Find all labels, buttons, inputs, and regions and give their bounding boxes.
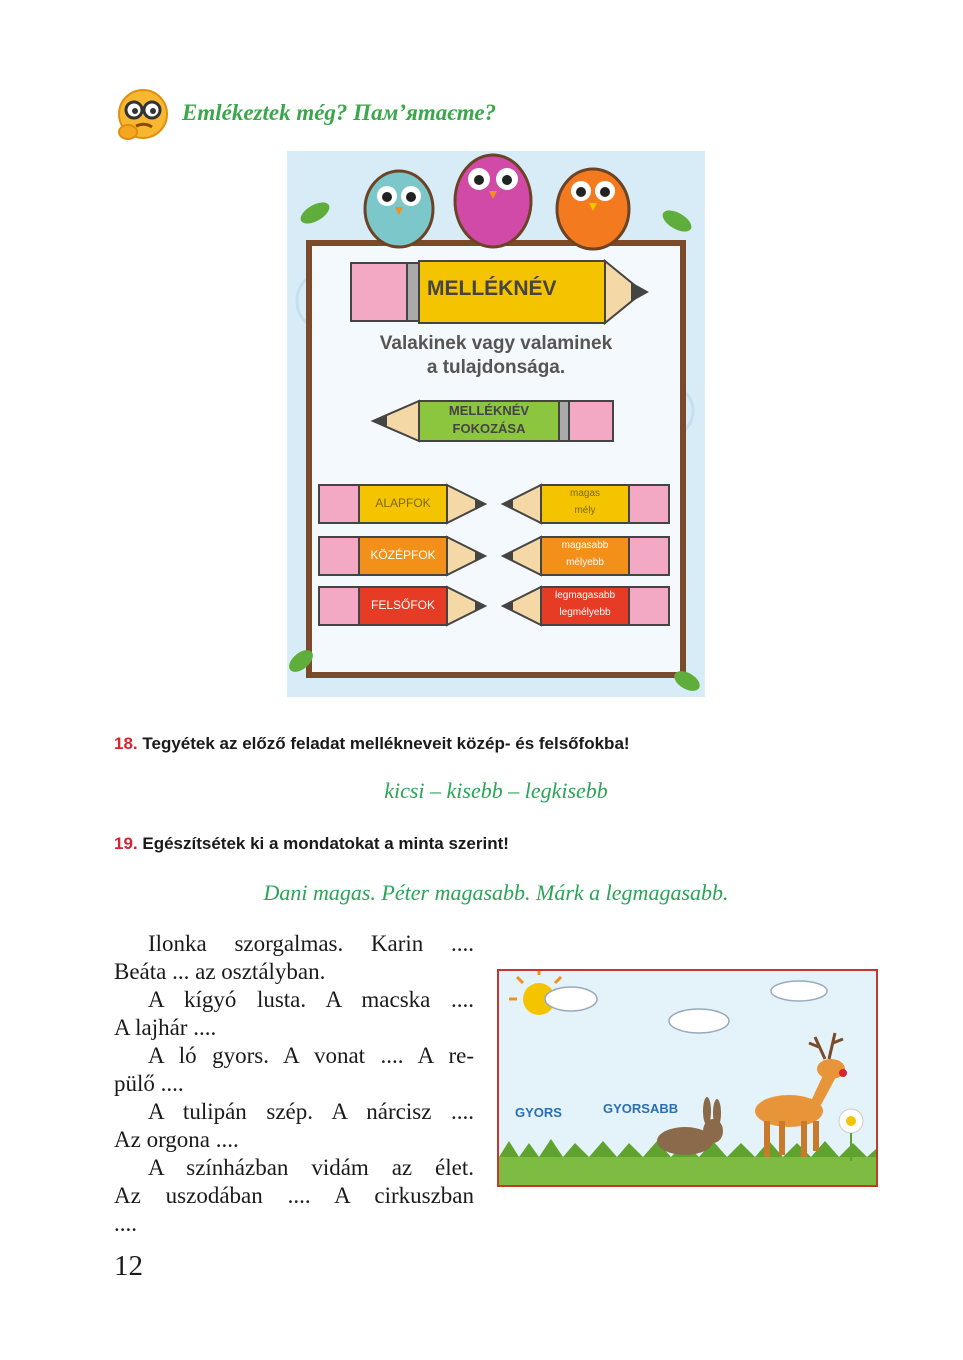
adjective-poster — [287, 151, 705, 697]
section-title: Emlékeztek még? Пам’ятаєте? — [182, 100, 497, 125]
pencil-mely: mély — [574, 505, 596, 516]
pencil-label-main: MELLÉKNÉV — [427, 277, 557, 300]
task-18-text: Tegyétek az előző feladat mellékneveit közép- és felsőfokba! — [142, 734, 630, 753]
definition-line-2: a tulajdonsága. — [426, 357, 566, 378]
pencil-kozepfok: KÖZÉPFOK — [370, 548, 436, 562]
exercise-line: A lajhár .... — [114, 1015, 217, 1040]
label-gyors: GYORS — [515, 1105, 562, 1120]
exercise-line: Beáta ... az osztályban. — [114, 959, 326, 984]
speed-comparison-picture — [497, 969, 878, 1187]
pencil-alapfok: ALAPFOK — [375, 496, 431, 510]
label-gyorsabb: GYORSABB — [603, 1101, 679, 1116]
task-19-number: 19. — [114, 834, 138, 853]
page-number: 12 — [114, 1250, 143, 1282]
deer-hare-illustration — [499, 971, 876, 1185]
deer-icon — [755, 1033, 847, 1157]
pencil-magas: magas — [569, 488, 600, 499]
exercise-line: Ilonka szorgalmas. Karin .... — [148, 931, 474, 956]
task-18-example: kicsi – kisebb – legkisebb — [384, 778, 608, 803]
pencil-legmagasabb: legmagasabb — [554, 590, 616, 601]
exercise-line: A tulipán szép. A nárcisz .... — [148, 1099, 474, 1124]
pencil-felsofok: FELSŐFOK — [370, 598, 435, 612]
owl-pink-icon — [455, 155, 531, 247]
exercise-line: Az uszodában .... A cirkuszban — [114, 1183, 474, 1208]
degree-label-1: MELLÉKNÉV — [448, 403, 530, 418]
task-19 — [114, 834, 509, 854]
owl-orange-icon — [557, 169, 629, 249]
degree-label-2: FOKOZÁSA — [452, 421, 526, 436]
exercise-line: pülő .... — [114, 1071, 184, 1096]
owl-blue-icon — [365, 171, 433, 247]
task-19-text: Egészítsétek ki a mondatokat a minta szerint! — [142, 834, 509, 853]
task-18 — [114, 734, 630, 754]
exercise-sentences — [114, 930, 474, 1238]
exercise-line: .... — [114, 1211, 137, 1236]
cloud-icon — [545, 981, 827, 1033]
pencil-magasabb: magasabb — [561, 540, 609, 551]
task-19-example: Dani magas. Péter magasabb. Márk a legmagasabb. — [263, 880, 729, 905]
pencil-melyebb: mélyebb — [566, 557, 604, 568]
thinking-face-icon — [112, 86, 170, 144]
exercise-line: A ló gyors. A vonat .... A re- — [148, 1043, 474, 1068]
task-18-number: 18. — [114, 734, 138, 753]
exercise-line: A kígyó lusta. A macska .... — [148, 987, 474, 1012]
exercise-line: Az orgona .... — [114, 1127, 239, 1152]
definition-line-1: Valakinek vagy valaminek — [379, 333, 613, 354]
pencil-legmelyebb: legmélyebb — [559, 607, 611, 618]
exercise-line: A színházban vidám az élet. — [148, 1155, 474, 1180]
